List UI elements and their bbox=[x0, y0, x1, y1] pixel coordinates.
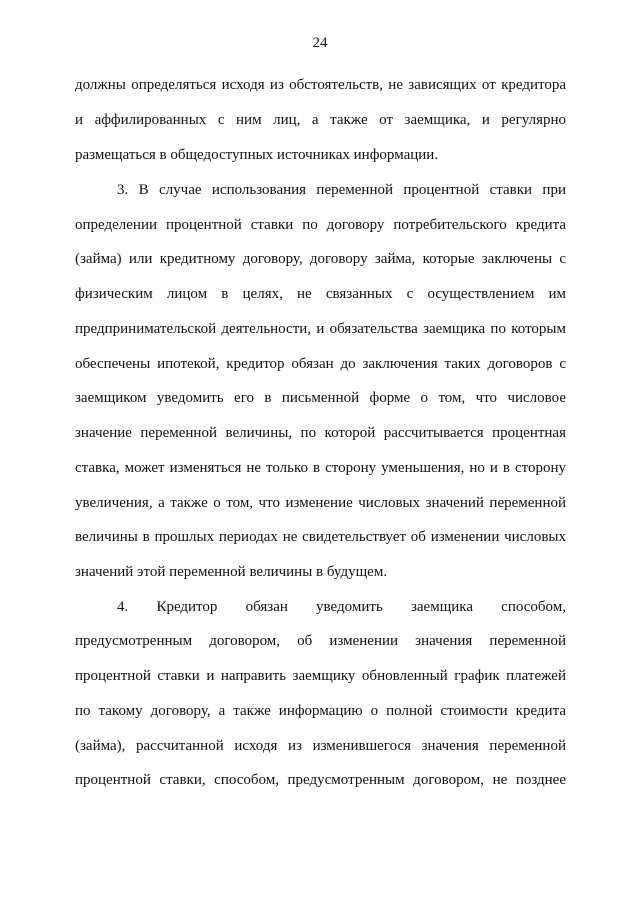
text-line: определении процентной ставки по договору потребительского кредита bbox=[75, 217, 566, 233]
page-number: 24 bbox=[312, 35, 328, 51]
text-line: по такому договору, а также информацию о полной стоимости кредита bbox=[75, 703, 566, 719]
text-line: обеспечены ипотекой, кредитор обязан до заключения таких договоров с bbox=[75, 356, 566, 372]
text-line: и аффилированных с ним лиц, а также от заемщика, и регулярно bbox=[75, 112, 566, 128]
text-line: (займа), рассчитанной исходя из изменившегося значения переменной bbox=[75, 738, 566, 754]
paragraph-4-first-line: 4. Кредитор обязан уведомить заемщика способом, bbox=[117, 599, 566, 615]
text-line: физическим лицом в целях, не связанных с осуществлением им bbox=[75, 286, 566, 302]
text-line: размещаться в общедоступных источниках информации. bbox=[75, 147, 439, 163]
text-line: заемщиком уведомить его в письменной форме о том, что числовое bbox=[75, 390, 566, 406]
text-line: (займа) или кредитному договору, договору займа, которые заключены с bbox=[75, 251, 566, 267]
text-line: значений этой переменной величины в будущем. bbox=[75, 564, 388, 580]
text-line: должны определяться исходя из обстоятельств, не зависящих от кредитора bbox=[75, 77, 566, 93]
text-line: предусмотренным договором, об изменении значения переменной bbox=[75, 633, 566, 649]
text-line: предпринимательской деятельности, и обязательства заемщика по которым bbox=[75, 321, 566, 337]
text-line: процентной ставки и направить заемщику обновленный график платежей bbox=[75, 668, 566, 684]
paragraph-3-first-line: 3. В случае использования переменной процентной ставки при bbox=[117, 182, 566, 198]
text-line: ставка, может изменяться не только в сторону уменьшения, но и в сторону bbox=[75, 460, 566, 476]
text-line: увеличения, а также о том, что изменение числовых значений переменной bbox=[75, 495, 566, 511]
text-line: величины в прошлых периодах не свидетельствует об изменении числовых bbox=[75, 529, 566, 545]
text-line: значение переменной величины, по которой рассчитывается процентная bbox=[75, 425, 566, 441]
text-line: процентной ставки, способом, предусмотренным договором, не позднее bbox=[75, 772, 566, 788]
